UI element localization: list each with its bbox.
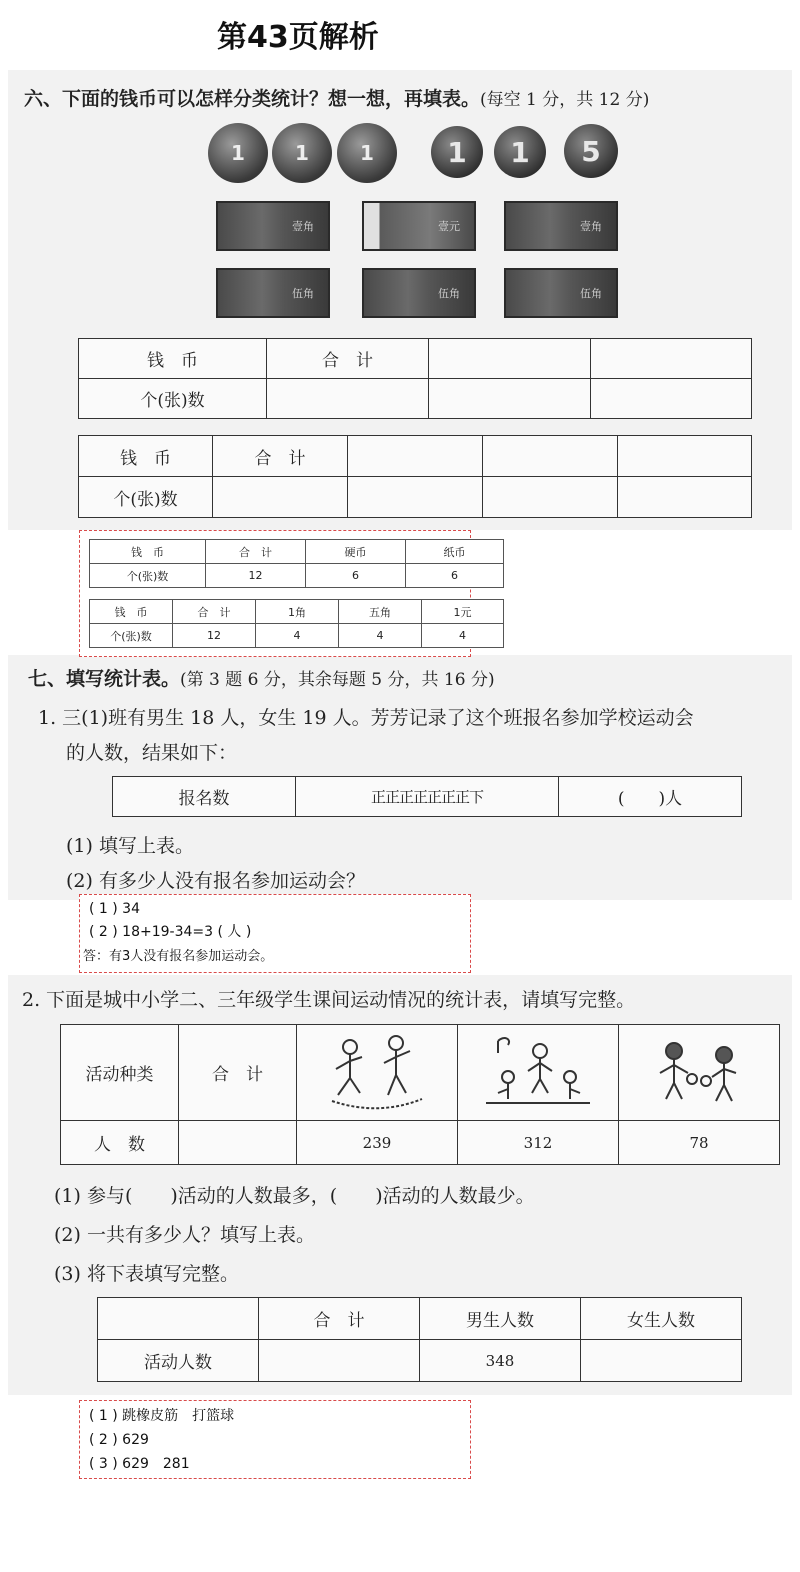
- coin-face: 1: [447, 135, 467, 169]
- q1-signup-table: [112, 776, 742, 817]
- table-cell-blank[interactable]: [259, 1340, 420, 1382]
- q2-gender-table: [97, 1297, 742, 1382]
- table-cell: 个(张)数: [79, 477, 213, 518]
- coin-face: 5: [581, 134, 601, 168]
- section6-table-2: [78, 435, 752, 518]
- table-cell: 78: [619, 1121, 780, 1165]
- answer-line: ( 2 ) 18+19-34=3 ( 人 ): [89, 924, 252, 940]
- table-cell: 报名数: [113, 777, 296, 817]
- answer6-table-1: [89, 539, 504, 588]
- table-cell: 4: [422, 624, 504, 648]
- table-cell: 312: [458, 1121, 619, 1165]
- coin-1-yuan-icon: [272, 123, 332, 183]
- table-cell-blank[interactable]: ( )人: [559, 777, 742, 817]
- section7-score: (第 3 题 6 分，其余每题 5 分，共 16 分): [180, 670, 495, 690]
- table-cell-blank[interactable]: [348, 436, 483, 477]
- section7-heading: [28, 664, 495, 691]
- table-cell-blank[interactable]: [267, 379, 429, 419]
- answer-line: ( 1 ) 34: [89, 901, 140, 917]
- table-cell: 239: [297, 1121, 458, 1165]
- table-cell: 纸币: [406, 540, 504, 564]
- answer-line: ( 1 ) 跳橡皮筋 打篮球: [89, 1408, 235, 1424]
- banknote-5-jiao-icon: [504, 268, 618, 318]
- banknote-1-yuan-icon: [362, 201, 476, 251]
- banknote-1-jiao-icon: [504, 201, 618, 251]
- table-cell: 五角: [339, 600, 422, 624]
- table-cell: 钱 币: [90, 540, 206, 564]
- page-title: 第43页解析: [217, 20, 379, 55]
- q2-activity-table: [60, 1024, 780, 1165]
- table-cell-blank[interactable]: [429, 339, 591, 379]
- section6-heading-text: 六、下面的钱币可以怎样分类统计？想一想，再填表。: [24, 88, 481, 110]
- table-cell-blank[interactable]: [348, 477, 483, 518]
- coin-5-jiao-icon: [564, 124, 618, 178]
- activity-rope-cell: [458, 1025, 619, 1121]
- answer-box-q2: [79, 1400, 471, 1479]
- table-cell-blank[interactable]: [591, 339, 752, 379]
- table-cell: 6: [406, 564, 504, 588]
- table-cell-blank[interactable]: [581, 1340, 742, 1382]
- children-jumping-rope-icon: [478, 1033, 598, 1113]
- coin-face: 1: [360, 141, 374, 165]
- section7-heading-text: 七、填写统计表。: [28, 668, 181, 690]
- table-cell: 个(张)数: [79, 379, 267, 419]
- table-cell: 6: [306, 564, 406, 588]
- table-cell: 12: [206, 564, 306, 588]
- coin-face: 1: [231, 141, 245, 165]
- answer-line: ( 2 ) 629: [89, 1432, 149, 1448]
- q2-sub3: (3) 将下表填写完整。: [54, 1263, 239, 1285]
- table-cell: 1角: [256, 600, 339, 624]
- table-cell: 合 计: [267, 339, 429, 379]
- table-cell-blank[interactable]: [179, 1121, 297, 1165]
- coin-face: 1: [295, 141, 309, 165]
- q2-line1: 2. 下面是城中小学二、三年级学生课间运动情况的统计表，请填写完整。: [22, 989, 636, 1011]
- coin-1-jiao-icon: [431, 126, 483, 178]
- answer6-table-2: [89, 599, 504, 648]
- section6-heading: [24, 84, 649, 111]
- table-cell-blank[interactable]: [618, 477, 752, 518]
- table-cell: 钱 币: [90, 600, 173, 624]
- answer-box-q1: [79, 894, 471, 973]
- banknote-5-jiao-icon: [216, 268, 330, 318]
- q1-sub2: (2) 有多少人没有报名参加运动会？: [66, 870, 365, 892]
- table-cell-blank[interactable]: [483, 477, 618, 518]
- q1-sub1: (1) 填写上表。: [66, 835, 194, 857]
- table-cell: 个(张)数: [90, 564, 206, 588]
- answer-line: 答：有3人没有报名参加运动会。: [83, 949, 274, 964]
- table-cell: 合 计: [213, 436, 348, 477]
- coin-face: 1: [510, 135, 530, 169]
- banknote-label: 伍角: [292, 287, 314, 300]
- table-cell: 个(张)数: [90, 624, 173, 648]
- activity-basketball-cell: [619, 1025, 780, 1121]
- banknote-1-jiao-icon: [216, 201, 330, 251]
- table-cell: 合 计: [173, 600, 256, 624]
- table-cell: 男生人数: [420, 1298, 581, 1340]
- section6-table-1: [78, 338, 752, 419]
- banknote-label: 伍角: [438, 287, 460, 300]
- table-cell: 合 计: [259, 1298, 420, 1340]
- coin-1-jiao-icon: [494, 126, 546, 178]
- table-cell-blank[interactable]: [213, 477, 348, 518]
- table-cell-blank[interactable]: [591, 379, 752, 419]
- table-cell-blank[interactable]: [429, 379, 591, 419]
- banknote-label: 壹角: [292, 220, 314, 233]
- banknote-5-jiao-icon: [362, 268, 476, 318]
- children-playing-basketball-icon: [644, 1033, 754, 1113]
- table-cell: 硬币: [306, 540, 406, 564]
- q2-sub2: (2) 一共有多少人？填写上表。: [54, 1224, 315, 1246]
- table-cell: 钱 币: [79, 339, 267, 379]
- coin-1-yuan-icon: [337, 123, 397, 183]
- table-cell: 348: [420, 1340, 581, 1382]
- table-cell: 4: [339, 624, 422, 648]
- banknote-label: 壹角: [580, 220, 602, 233]
- q2-sub1: (1) 参与( )活动的人数最多，( )活动的人数最少。: [54, 1185, 535, 1207]
- q1-line1: 1. 三(1)班有男生 18 人，女生 19 人。芳芳记录了这个班报名参加学校运动会: [38, 707, 694, 729]
- table-cell: 1元: [422, 600, 504, 624]
- answer-line: ( 3 ) 629 281: [89, 1456, 190, 1472]
- table-cell: 合 计: [206, 540, 306, 564]
- table-cell: 4: [256, 624, 339, 648]
- table-cell-blank: [98, 1298, 259, 1340]
- q1-line2: 的人数，结果如下：: [66, 742, 238, 764]
- section6-score: (每空 1 分，共 12 分): [480, 90, 650, 110]
- table-cell: 活动人数: [98, 1340, 259, 1382]
- table-cell-blank[interactable]: [483, 436, 618, 477]
- children-jumping-rubber-band-icon: [322, 1033, 432, 1113]
- table-cell: 女生人数: [581, 1298, 742, 1340]
- banknote-label: 伍角: [580, 287, 602, 300]
- banknote-label: 壹元: [438, 220, 460, 233]
- coin-1-yuan-icon: [208, 123, 268, 183]
- activity-jump-rope-cell: [297, 1025, 458, 1121]
- table-cell-blank[interactable]: [618, 436, 752, 477]
- tally-marks: 正正正正正正正下: [296, 777, 559, 817]
- table-cell: 活动种类: [61, 1025, 179, 1121]
- table-cell: 合 计: [179, 1025, 297, 1121]
- table-cell: 人 数: [61, 1121, 179, 1165]
- table-cell: 钱 币: [79, 436, 213, 477]
- table-cell: 12: [173, 624, 256, 648]
